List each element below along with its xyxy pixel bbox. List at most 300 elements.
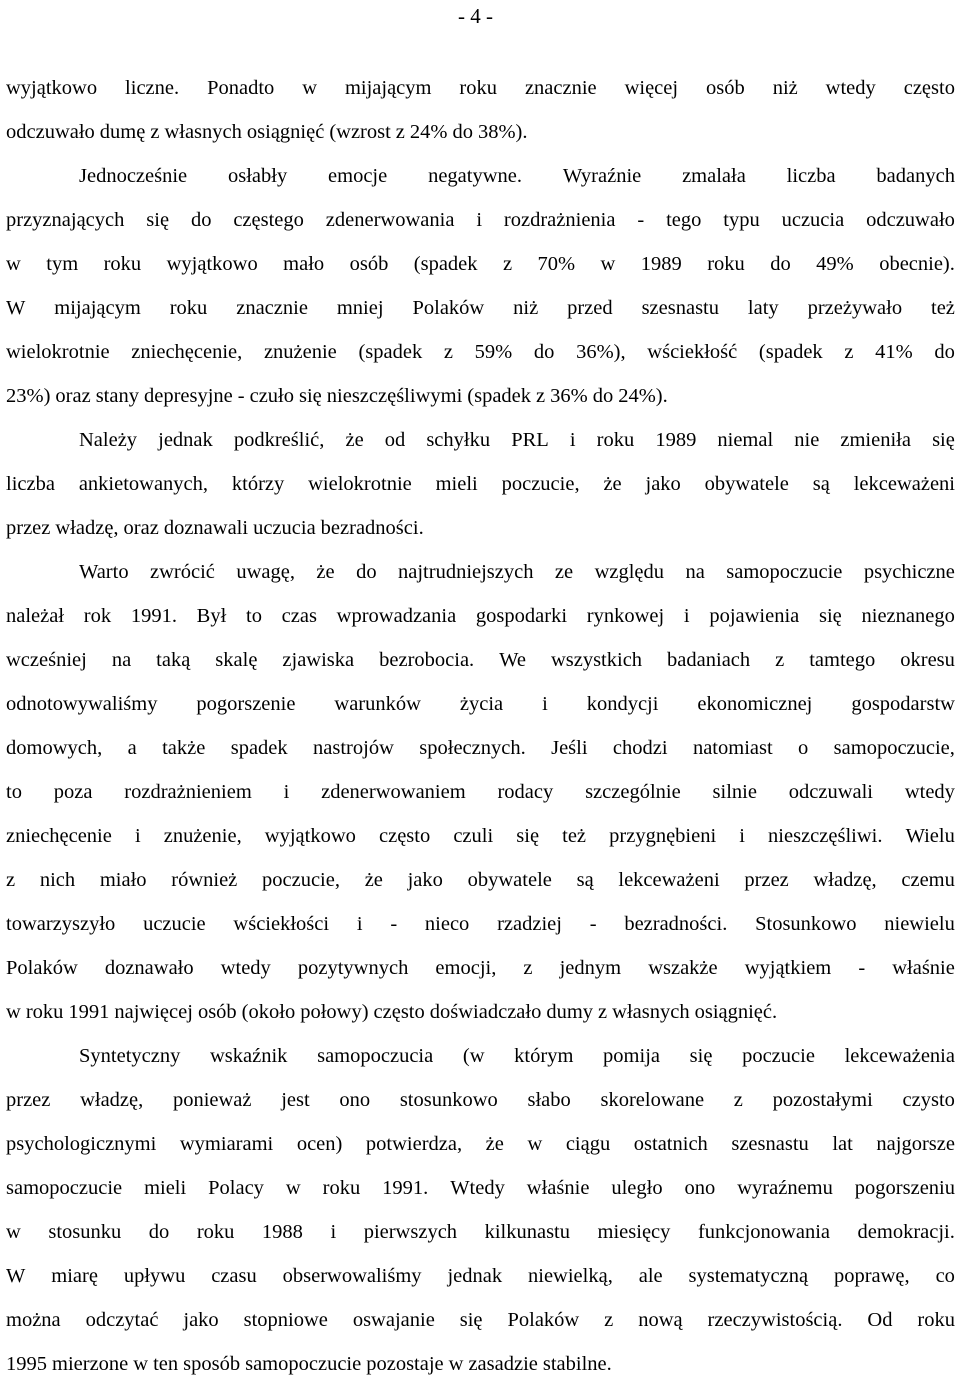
word: osób: [706, 77, 745, 99]
word: samopoczucie: [726, 561, 843, 583]
word: odczuwali: [788, 781, 873, 803]
word: liczba: [786, 165, 836, 187]
word: zasadzie: [468, 1353, 538, 1375]
word: i: [356, 913, 363, 935]
word: Wtedy: [450, 1177, 505, 1199]
word: pierwszych: [363, 1221, 458, 1243]
word: okresu: [900, 649, 955, 671]
word: w: [6, 253, 21, 275]
text-line: [6, 770, 955, 814]
word: również: [171, 869, 238, 891]
text-line: [6, 858, 955, 902]
word: do: [452, 121, 473, 143]
word: Od: [867, 1309, 893, 1331]
word: należał: [6, 605, 65, 627]
text-line: [6, 286, 955, 330]
word: kondycji: [586, 693, 659, 715]
word: przez: [744, 869, 789, 891]
word: 1989: [640, 253, 682, 275]
word: domowych,: [6, 737, 103, 759]
word: Polacy: [208, 1177, 264, 1199]
word: szczególnie: [585, 781, 681, 803]
word: Warto: [79, 561, 129, 583]
word: zmieniła: [840, 429, 911, 451]
text-line: [6, 462, 955, 506]
word: oraz: [55, 385, 91, 407]
word: lekceważenia: [844, 1045, 955, 1067]
word: odczuwało: [866, 209, 955, 231]
word: i: [330, 1221, 337, 1243]
word: przygnębieni: [609, 825, 717, 847]
word: z: [536, 385, 546, 407]
word: ono: [684, 1177, 716, 1199]
document-body: [6, 66, 955, 1386]
text-line: [6, 374, 955, 418]
text-line: [6, 1342, 955, 1386]
word: typu: [723, 209, 760, 231]
word: wprowadzania: [336, 605, 457, 627]
word: mieli: [435, 473, 478, 495]
word: przez: [6, 517, 51, 539]
word: zdenerwowania: [325, 209, 455, 231]
word: nich: [39, 869, 76, 891]
word: emocji,: [435, 957, 497, 979]
word: czuło: [249, 385, 294, 407]
word: samopoczucie,: [833, 737, 955, 759]
word: Jednocześnie: [79, 165, 188, 187]
word: natomiast: [692, 737, 773, 759]
word: i: [134, 825, 141, 847]
word: skorelowane: [600, 1089, 705, 1111]
word: osiągnięć.: [694, 1001, 778, 1023]
word: zwrócić: [150, 561, 215, 583]
word: i: [739, 825, 745, 847]
word: laty: [747, 297, 779, 319]
word: jednym: [559, 957, 622, 979]
word: roku: [917, 1309, 955, 1331]
word: -: [637, 209, 645, 231]
word: słabo: [527, 1089, 571, 1111]
word: pojawienia: [709, 605, 800, 627]
word: 23%): [6, 385, 51, 407]
word: gospodarstw: [851, 693, 955, 715]
word: bezradności.: [320, 517, 424, 539]
word: w: [6, 1001, 21, 1023]
word: 1995: [6, 1353, 47, 1375]
word: 36%),: [576, 341, 626, 363]
word: znużenie,: [163, 825, 242, 847]
word: ekonomicznej: [697, 693, 813, 715]
word: to: [6, 781, 22, 803]
word: zmalała: [682, 165, 746, 187]
word: W: [6, 297, 26, 319]
word: Ponadto: [207, 77, 275, 99]
word: z: [6, 869, 16, 891]
word: odnotowywaliśmy: [6, 693, 158, 715]
text-line: [6, 154, 955, 198]
word: niemal: [717, 429, 774, 451]
word: We: [499, 649, 526, 671]
word: ze: [554, 561, 574, 583]
word: też: [562, 825, 587, 847]
word: do: [770, 253, 791, 275]
word: mało: [283, 253, 325, 275]
word: mijającym: [54, 297, 141, 319]
word: jednak: [158, 429, 213, 451]
word: (spadek: [413, 253, 478, 275]
word: ostatnich: [633, 1133, 708, 1155]
word: wszakże: [648, 957, 718, 979]
word: -: [589, 913, 597, 935]
word: do: [148, 1221, 170, 1243]
word: pozostaje: [366, 1353, 444, 1375]
word: stany: [95, 385, 139, 407]
word: wtedy: [904, 781, 955, 803]
word: pogorszenie: [196, 693, 296, 715]
word: poprawę,: [833, 1265, 910, 1287]
word: roku: [322, 1177, 361, 1199]
word: nie: [794, 429, 820, 451]
word: władzę,: [813, 869, 877, 891]
word: 1991.: [130, 605, 177, 627]
word: zniechęcenie,: [131, 341, 243, 363]
word: czasu: [211, 1265, 257, 1287]
word: jako: [407, 869, 443, 891]
word: roku: [459, 77, 497, 99]
word: mieli: [144, 1177, 187, 1199]
word: i: [283, 781, 290, 803]
word: osłabły: [227, 165, 288, 187]
word: poczucie,: [501, 473, 580, 495]
word: często: [379, 825, 431, 847]
word: o: [798, 737, 809, 759]
word: samopoczucia: [317, 1045, 434, 1067]
word: dumę: [99, 121, 146, 143]
word: i: [542, 693, 548, 715]
word: że: [485, 1133, 504, 1155]
word: w: [527, 1133, 543, 1155]
word: Polaków: [6, 957, 78, 979]
word: czysto: [902, 1089, 955, 1111]
word: czemu: [901, 869, 955, 891]
word: podkreślić,: [233, 429, 325, 451]
word: rynkowej: [586, 605, 665, 627]
word: schyłku: [426, 429, 491, 451]
word: ono: [339, 1089, 371, 1111]
word: co: [935, 1265, 955, 1287]
word: szesnastu: [731, 1133, 809, 1155]
page-number: - 4 -: [458, 4, 493, 28]
word: rok: [83, 605, 112, 627]
word: poza: [53, 781, 93, 803]
word: uczucia: [781, 209, 845, 231]
word: -: [858, 957, 866, 979]
word: stosunkowo: [399, 1089, 498, 1111]
word: właśnie: [526, 1177, 590, 1199]
word: oswajanie: [352, 1309, 435, 1331]
word: psychiczne: [863, 561, 955, 583]
word: roku: [596, 429, 635, 451]
word: kilkunastu: [484, 1221, 570, 1243]
word: poczucie,: [262, 869, 340, 891]
word: liczne.: [125, 77, 180, 99]
word: ale: [638, 1265, 663, 1287]
word: wtedy: [220, 957, 271, 979]
word: funkcjonowania: [697, 1221, 831, 1243]
word: można: [6, 1309, 61, 1331]
word: Wielu: [905, 825, 955, 847]
word: Wyraźnie: [562, 165, 642, 187]
word: połowy): [300, 1001, 369, 1023]
word: nową: [638, 1309, 683, 1331]
word: chodzi: [612, 737, 668, 759]
word: 1989: [655, 429, 697, 451]
word: w: [302, 77, 318, 99]
word: osób: [197, 1001, 237, 1023]
word: którzy: [231, 473, 285, 495]
word: jednak: [447, 1265, 503, 1287]
word: często: [903, 77, 955, 99]
word: psychologicznymi: [6, 1133, 157, 1155]
text-line: [6, 814, 955, 858]
word: samopoczucie: [245, 1353, 362, 1375]
word: rozdrażnienia: [503, 209, 616, 231]
word: stopniowe: [243, 1309, 328, 1331]
word: rzadziej: [497, 913, 562, 935]
word: własnych: [164, 121, 242, 143]
text-line: [6, 682, 955, 726]
word: się: [299, 385, 322, 407]
word: doznawało: [104, 957, 194, 979]
word: przed: [567, 297, 613, 319]
text-line: [6, 242, 955, 286]
word: z: [523, 957, 533, 979]
text-line: [6, 1254, 955, 1298]
word: że: [316, 561, 335, 583]
word: do: [934, 341, 955, 363]
text-line: [6, 726, 955, 770]
text-line: [6, 946, 955, 990]
word: badaniach: [667, 649, 751, 671]
word: a: [127, 737, 137, 759]
word: Polaków: [412, 297, 485, 319]
word: osiągnięć: [246, 121, 325, 143]
word: mniej: [336, 297, 384, 319]
word: wściekłości: [233, 913, 330, 935]
word: lekceważeni: [618, 869, 720, 891]
word: właśnie: [892, 957, 955, 979]
word: (około: [241, 1001, 296, 1023]
word: z: [150, 121, 160, 143]
word: w: [448, 1353, 464, 1375]
text-line: [6, 990, 955, 1034]
text-line: [6, 506, 955, 550]
word: ponieważ: [172, 1089, 252, 1111]
word: lat: [832, 1133, 853, 1155]
word: z: [604, 1309, 614, 1331]
word: taką: [156, 649, 191, 671]
word: często: [373, 1001, 425, 1023]
word: 38%).: [477, 121, 528, 143]
word: najtrudniejszych: [398, 561, 534, 583]
word: 49%: [816, 253, 854, 275]
word: przyznających: [6, 209, 125, 231]
word: mierzone: [52, 1353, 129, 1375]
word: rozdrażnieniem: [124, 781, 252, 803]
text-line: [6, 110, 955, 154]
word: miarę: [51, 1265, 98, 1287]
word: Był: [196, 605, 227, 627]
word: do: [592, 385, 614, 407]
word: wyjątkiem: [744, 957, 832, 979]
word: wszystkich: [550, 649, 643, 671]
word: stabilne.: [542, 1353, 612, 1375]
word: odczytać: [85, 1309, 159, 1331]
word: roku: [25, 1001, 64, 1023]
text-line: [6, 1122, 955, 1166]
word: czas: [281, 605, 317, 627]
word: roku: [103, 253, 142, 275]
word: 59%: [474, 341, 513, 363]
word: sposób: [183, 1353, 241, 1375]
word: się: [516, 825, 540, 847]
word: 70%: [537, 253, 576, 275]
word: roku: [707, 253, 745, 275]
word: zniechęcenie: [6, 825, 112, 847]
word: wielokrotnie: [308, 473, 412, 495]
word: poczucie: [742, 1045, 815, 1067]
word: społecznych.: [419, 737, 526, 759]
word: zjawiska: [282, 649, 355, 671]
word: nieznanego: [861, 605, 955, 627]
word: są: [576, 869, 594, 891]
word: samopoczucie: [6, 1177, 123, 1199]
word: nieco: [424, 913, 470, 935]
word: jest: [281, 1089, 310, 1111]
word: i: [476, 209, 483, 231]
word: i: [683, 605, 690, 627]
word: -: [390, 913, 398, 935]
word: z: [775, 649, 785, 671]
word: Jeśli: [551, 737, 588, 759]
word: oraz: [123, 517, 159, 539]
word: niż: [513, 297, 539, 319]
word: zdenerwowaniem: [321, 781, 466, 803]
word: (w: [462, 1045, 485, 1067]
word: dumy: [546, 1001, 594, 1023]
word: miesięcy: [597, 1221, 671, 1243]
word: w: [600, 253, 616, 275]
word: bezrobocia.: [379, 649, 475, 671]
word: osób: [349, 253, 389, 275]
word: wtedy: [825, 77, 876, 99]
word: przez: [6, 1089, 51, 1111]
word: emocje: [328, 165, 388, 187]
word: nieszczęśliwi.: [768, 825, 883, 847]
word: do: [190, 209, 212, 231]
text-line: [6, 1210, 955, 1254]
word: gospodarki: [475, 605, 568, 627]
word: ocen): [296, 1133, 343, 1155]
word: pomija: [603, 1045, 660, 1067]
word: także: [162, 737, 206, 759]
word: wyjątkowo: [166, 253, 258, 275]
word: się: [819, 605, 842, 627]
word: pozostałymi: [772, 1089, 873, 1111]
word: Syntetyczny: [79, 1045, 181, 1067]
word: pogorszeniu: [854, 1177, 955, 1199]
word: 1991.: [382, 1177, 429, 1199]
word: którym: [514, 1045, 574, 1067]
word: znacznie: [236, 297, 308, 319]
word: skalę: [215, 649, 258, 671]
word: odczuwało: [6, 121, 95, 143]
word: znużenie: [263, 341, 337, 363]
word: niewielką,: [528, 1265, 613, 1287]
word: upływu: [123, 1265, 186, 1287]
word: 1991: [68, 1001, 110, 1023]
word: wymiarami: [179, 1133, 274, 1155]
word: najwięcej: [114, 1001, 193, 1023]
word: względu: [594, 561, 665, 583]
word: bezradności.: [624, 913, 728, 935]
word: znacznie: [524, 77, 597, 99]
word: uległo: [611, 1177, 663, 1199]
text-line: [6, 418, 955, 462]
word: uczucie: [143, 913, 206, 935]
word: (spadek: [358, 341, 423, 363]
word: towarzyszyło: [6, 913, 116, 935]
word: obserwowaliśmy: [282, 1265, 422, 1287]
word: rodacy: [497, 781, 554, 803]
word: doświadczało: [429, 1001, 542, 1023]
word: z: [844, 341, 854, 363]
word: wściekłość: [647, 341, 738, 363]
word: z: [502, 253, 513, 275]
word: lekceważeni: [853, 473, 955, 495]
word: rzeczywistością.: [707, 1309, 843, 1331]
word: się: [932, 429, 955, 451]
word: z: [395, 121, 405, 143]
word: na: [685, 561, 705, 583]
word: wielokrotnie: [6, 341, 110, 363]
word: 36%: [550, 385, 588, 407]
word: niż: [772, 77, 798, 99]
word: depresyjne: [143, 385, 233, 407]
word: czuli: [453, 825, 494, 847]
text-line: [6, 1298, 955, 1342]
word: własnych: [612, 1001, 690, 1023]
word: niewielu: [884, 913, 955, 935]
word: 41%: [875, 341, 913, 363]
word: się: [459, 1309, 483, 1331]
word: potwierdza,: [365, 1133, 463, 1155]
word: silnie: [712, 781, 757, 803]
word: ciągu: [565, 1133, 611, 1155]
word: liczba: [6, 473, 55, 495]
word: w: [285, 1177, 301, 1199]
word: pozytywnych: [297, 957, 409, 979]
word: władzę,: [55, 517, 119, 539]
word: że: [364, 869, 383, 891]
word: wyraźnemu: [737, 1177, 833, 1199]
word: że: [345, 429, 364, 451]
word: przeżywało: [807, 297, 903, 319]
word: obywatele: [467, 869, 552, 891]
word: (wzrost: [329, 121, 391, 143]
word: 1988: [261, 1221, 303, 1243]
word: wyjątkowo: [6, 77, 98, 99]
